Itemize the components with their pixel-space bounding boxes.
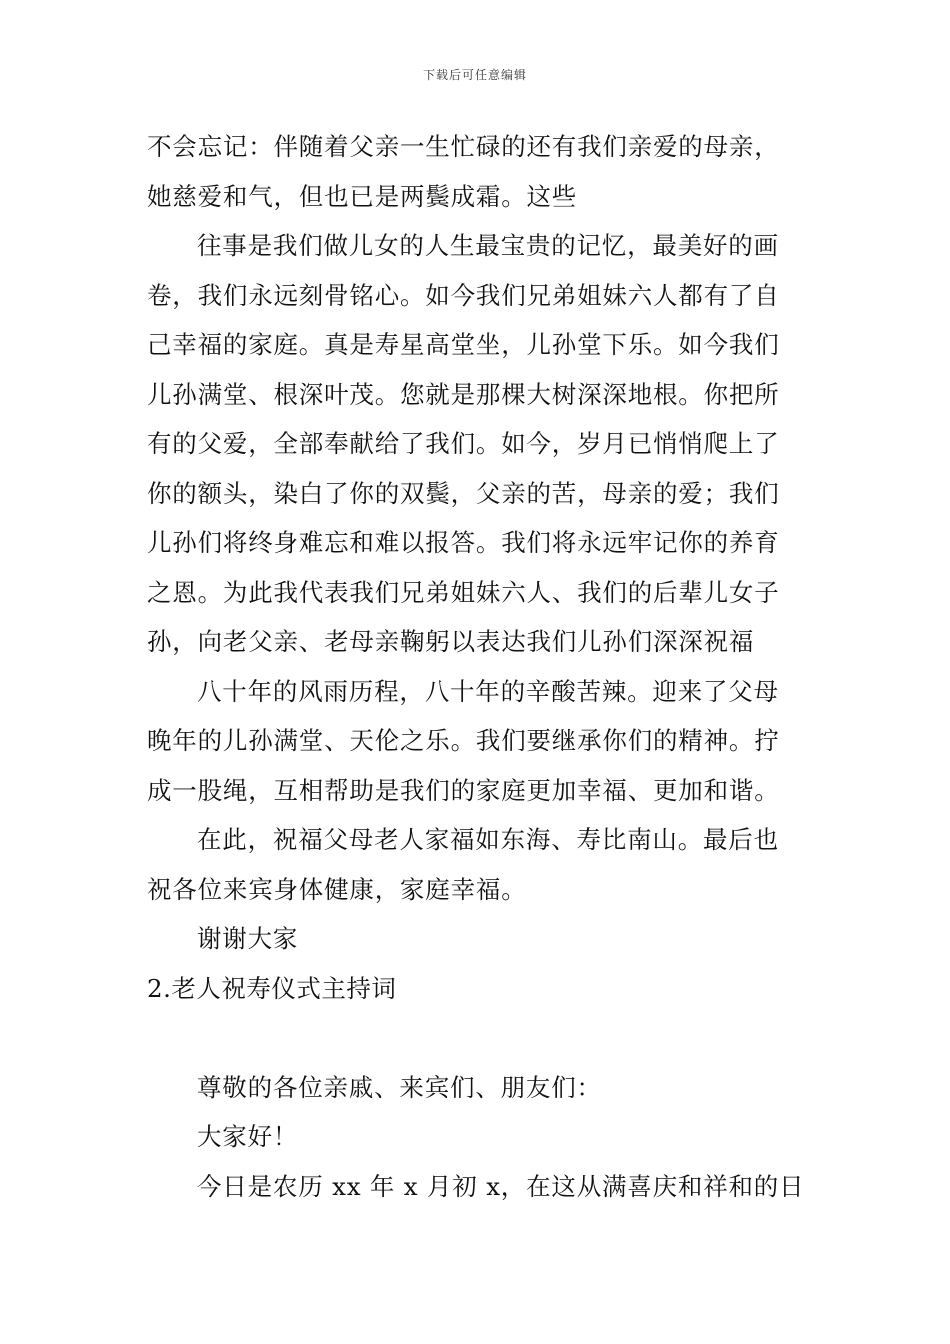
salutation: 尊敬的各位亲戚、来宾们、朋友们： bbox=[197, 1072, 602, 1102]
paragraph-start: 在此，祝福父母老人家福如东海、寿比南山。最后也 bbox=[197, 825, 779, 854]
text-line: 晚年的儿孙满堂、天伦之乐。我们要继承你们的精神。拧 bbox=[147, 726, 780, 755]
text-line: 儿孙们将终身难忘和难以报答。我们将永远牢记你的养育 bbox=[147, 528, 780, 557]
page-header-note: 下载后可任意编辑 bbox=[422, 68, 527, 82]
text-line: 成一股绳，互相帮助是我们的家庭更加幸福、更加和谐。 bbox=[147, 775, 780, 805]
text-line: 祝各位来宾身体健康，家庭幸福。 bbox=[147, 874, 527, 904]
section-heading: 2.老人祝寿仪式主持词 bbox=[147, 973, 397, 1003]
text-line: 她慈爱和气，但也已是两鬓成霜。这些 bbox=[147, 181, 578, 211]
paragraph-start: 今日是农历 xx 年 x 月初 x，在这从满喜庆和祥和的日 bbox=[197, 1171, 805, 1201]
text-line: 你的额头，染白了你的双鬓，父亲的苦，母亲的爱；我们 bbox=[147, 478, 780, 508]
text-line: 卷，我们永远刻骨铭心。如今我们兄弟姐妹六人都有了自 bbox=[147, 280, 780, 310]
greeting: 大家好！ bbox=[197, 1122, 299, 1151]
text-line: 之恩。为此我代表我们兄弟姐妹六人、我们的后辈儿女子 bbox=[147, 577, 780, 607]
text-line: 有的父爱，全部奉献给了我们。如今，岁月已悄悄爬上了 bbox=[147, 429, 780, 458]
text-line: 不会忘记：伴随着父亲一生忙碌的还有我们亲爱的母亲， bbox=[147, 132, 780, 161]
paragraph-start: 往事是我们做儿女的人生最宝贵的记忆，最美好的画 bbox=[197, 231, 779, 260]
text-line: 儿孙满堂、根深叶茂。您就是那棵大树深深地根。你把所 bbox=[147, 379, 780, 409]
paragraph-start: 八十年的风雨历程，八十年的辛酸苦辣。迎来了父母 bbox=[197, 676, 779, 706]
text-line: 孙，向老父亲、老母亲鞠躬以表达我们儿孙们深深祝福 bbox=[147, 627, 755, 656]
closing-thanks: 谢谢大家 bbox=[197, 924, 299, 953]
document-body bbox=[147, 128, 807, 1217]
blank-line bbox=[147, 1019, 807, 1069]
text-line: 己幸福的家庭。真是寿星高堂坐，儿孙堂下乐。如今我们 bbox=[147, 330, 780, 359]
